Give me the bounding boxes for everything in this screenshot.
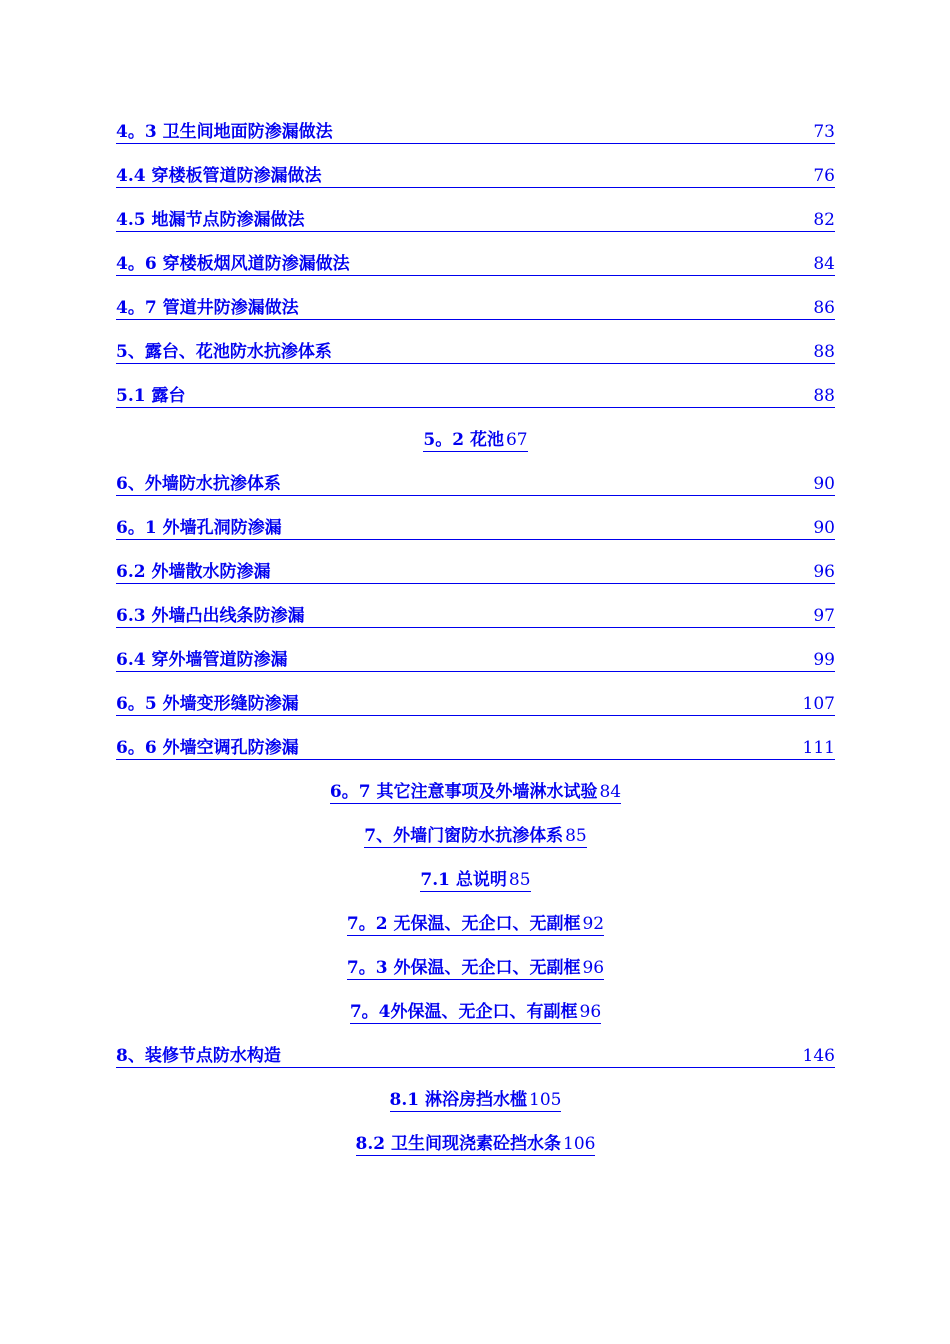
toc-entry-title: 6、外墙防水抗渗体系 bbox=[116, 474, 281, 494]
toc-entry-title: 4。7 管道井防渗漏做法 bbox=[116, 298, 299, 318]
toc-entry-title: 6。6 外墙空调孔防渗漏 bbox=[116, 738, 299, 758]
toc-entry[interactable] bbox=[116, 804, 835, 848]
toc-entry-page: 84 bbox=[599, 782, 622, 802]
toc-entry[interactable] bbox=[116, 1024, 835, 1068]
toc-entry-link bbox=[356, 1129, 596, 1156]
toc-entry-page: 88 bbox=[813, 386, 835, 406]
toc-entry-link bbox=[420, 865, 530, 892]
toc-entry-page: 96 bbox=[813, 562, 835, 582]
toc-entry[interactable] bbox=[116, 232, 835, 276]
toc-entry-title: 4.4 穿楼板管道防渗漏做法 bbox=[116, 166, 322, 186]
toc-entry-link bbox=[347, 909, 604, 936]
toc-entry-title: 8、装修节点防水构造 bbox=[116, 1046, 281, 1066]
toc-entry[interactable] bbox=[116, 936, 835, 980]
toc-entry-page: 90 bbox=[813, 474, 835, 494]
toc-entry-page: 88 bbox=[813, 342, 835, 362]
toc-entry-link bbox=[347, 953, 604, 980]
toc-entry[interactable] bbox=[116, 320, 835, 364]
toc-entry-page: 92 bbox=[582, 914, 605, 934]
toc-entry-page: 107 bbox=[802, 694, 835, 714]
toc-entry[interactable] bbox=[116, 584, 835, 628]
toc-entry[interactable] bbox=[116, 144, 835, 188]
toc-entry-title: 6。7 其它注意事项及外墙淋水试验 bbox=[329, 782, 598, 802]
toc-entry-title: 7、外墙门窗防水抗渗体系 bbox=[364, 826, 564, 846]
toc-entry-page: 73 bbox=[813, 122, 835, 142]
toc-entry-title: 8.1 淋浴房挡水槛 bbox=[389, 1090, 528, 1110]
toc-entry[interactable] bbox=[116, 364, 835, 408]
toc-entry-title: 5.1 露台 bbox=[116, 386, 186, 406]
toc-entry-link bbox=[350, 997, 601, 1024]
toc-entry-title: 6。1 外墙孔洞防渗漏 bbox=[116, 518, 282, 538]
toc-entry-title: 6.4 穿外墙管道防渗漏 bbox=[116, 650, 288, 670]
toc-entry-page: 106 bbox=[563, 1134, 596, 1154]
toc-entry-link bbox=[364, 821, 586, 848]
toc-entry[interactable] bbox=[116, 1068, 835, 1112]
toc-entry[interactable] bbox=[116, 980, 835, 1024]
toc-entry[interactable] bbox=[116, 452, 835, 496]
toc-entry-title: 6.2 外墙散水防渗漏 bbox=[116, 562, 271, 582]
toc-entry-title: 4。6 穿楼板烟风道防渗漏做法 bbox=[116, 254, 350, 274]
toc-entry-page: 85 bbox=[508, 870, 531, 890]
toc-entry-title: 6.3 外墙凸出线条防渗漏 bbox=[116, 606, 305, 626]
toc-entry-link bbox=[390, 1085, 562, 1112]
toc-entry-link bbox=[423, 425, 527, 452]
toc-entry-title: 7.1 总说明 bbox=[420, 870, 507, 890]
toc-entry[interactable] bbox=[116, 540, 835, 584]
toc-entry[interactable] bbox=[116, 716, 835, 760]
toc-entry-page: 97 bbox=[813, 606, 835, 626]
toc-entry[interactable] bbox=[116, 892, 835, 936]
toc-entry[interactable] bbox=[116, 408, 835, 452]
toc-entry-page: 84 bbox=[813, 254, 835, 274]
toc-entry-title: 5、露台、花池防水抗渗体系 bbox=[116, 342, 332, 362]
toc-entry-page: 86 bbox=[813, 298, 835, 318]
toc-entry[interactable] bbox=[116, 848, 835, 892]
table-of-contents bbox=[116, 121, 835, 1156]
toc-entry[interactable] bbox=[116, 496, 835, 540]
toc-entry-title: 7。3 外保温、无企口、无副框 bbox=[346, 958, 581, 978]
toc-entry[interactable] bbox=[116, 121, 835, 144]
toc-entry[interactable] bbox=[116, 672, 835, 716]
toc-entry-page: 111 bbox=[802, 738, 835, 758]
toc-entry[interactable] bbox=[116, 276, 835, 320]
toc-entry[interactable] bbox=[116, 760, 835, 804]
toc-entry-page: 96 bbox=[579, 1002, 602, 1022]
toc-entry-title: 6。5 外墙变形缝防渗漏 bbox=[116, 694, 299, 714]
toc-entry-title: 4。3 卫生间地面防渗漏做法 bbox=[116, 122, 333, 142]
toc-entry-page: 76 bbox=[813, 166, 835, 186]
toc-entry[interactable] bbox=[116, 188, 835, 232]
toc-entry-page: 146 bbox=[802, 1046, 835, 1066]
toc-entry-page: 96 bbox=[582, 958, 605, 978]
toc-entry-page: 67 bbox=[505, 430, 528, 450]
toc-entry[interactable] bbox=[116, 628, 835, 672]
toc-entry-title: 4.5 地漏节点防渗漏做法 bbox=[116, 210, 305, 230]
toc-entry-page: 99 bbox=[813, 650, 835, 670]
toc-entry-title: 7。2 无保温、无企口、无副框 bbox=[346, 914, 581, 934]
toc-entry-page: 82 bbox=[813, 210, 835, 230]
toc-entry-title: 8.2 卫生间现浇素砼挡水条 bbox=[355, 1134, 562, 1154]
toc-entry-link bbox=[330, 777, 621, 804]
toc-entry-page: 90 bbox=[813, 518, 835, 538]
toc-entry-title: 7。4外保温、无企口、有副框 bbox=[349, 1002, 578, 1022]
toc-entry-title: 5。2 花池 bbox=[423, 430, 504, 450]
toc-entry-page: 105 bbox=[529, 1090, 562, 1110]
toc-entry[interactable] bbox=[116, 1112, 835, 1156]
toc-entry-page: 85 bbox=[565, 826, 587, 846]
